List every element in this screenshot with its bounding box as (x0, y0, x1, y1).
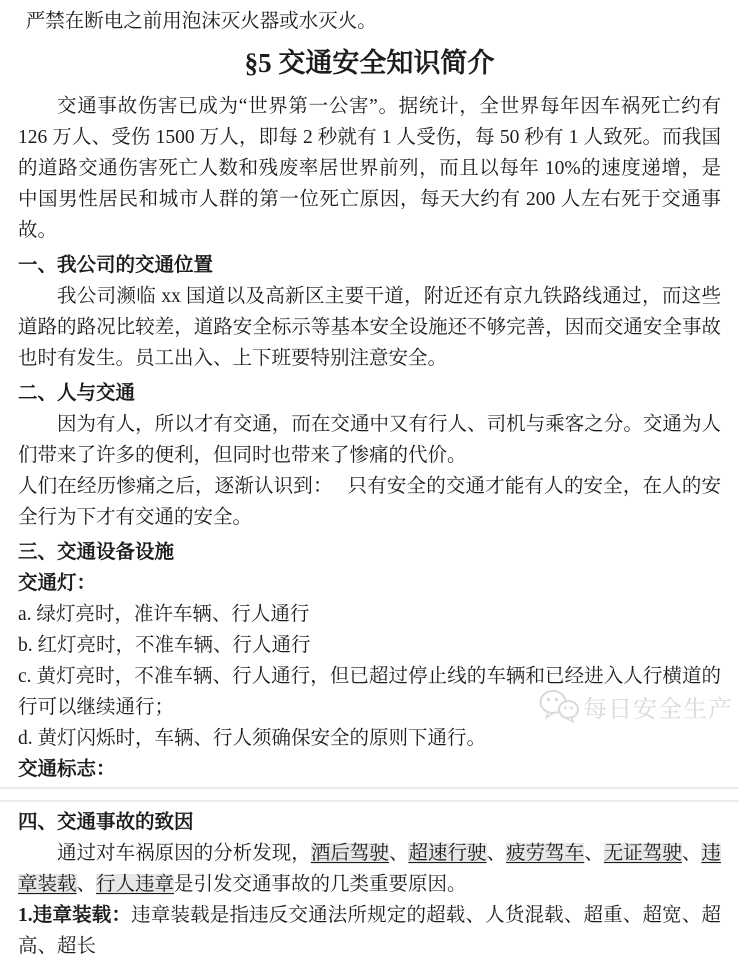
pre-section-line: 严禁在断电之前用泡沫灭火器或水灭火。 (25, 11, 377, 32)
causes-prefix: 通过对车祸原因的分析发现， (57, 843, 311, 864)
section4-heading: 四、交通事故的致因 (18, 812, 194, 833)
section2-heading: 二、人与交通 (18, 383, 136, 404)
traffic-light-item-a: a. 绿灯亮时，准许车辆、行人通行 (18, 604, 310, 625)
watermark (538, 688, 733, 724)
separator: 、 (584, 843, 604, 864)
wechat-icon (538, 688, 580, 724)
overload-text: 违章装载是指违反交通法所规定的超载、人货混载、超重、超宽、超高、超长 (18, 905, 721, 957)
separator: 、 (388, 843, 409, 864)
page-break-divider (0, 785, 739, 807)
section3-heading: 三、交通设备设施 (18, 542, 175, 563)
divider-line-bottom (0, 800, 739, 802)
traffic-signs-label: 交通标志： (18, 759, 116, 780)
separator: 、 (681, 843, 702, 864)
traffic-lights-label: 交通灯： (18, 573, 97, 594)
section2-paragraph-1: 因为有人，所以才有交通，而在交通中又有行人、司机与乘客之分。交通为人们带来了许多的便利，但同时也带来了惨痛的代价。 (18, 414, 721, 466)
cause-term-pedestrian-violation: 行人违章 (96, 874, 175, 895)
cause-term-drunk-driving: 酒后驾驶 (310, 843, 389, 864)
cause-term-speeding: 超速行驶 (408, 843, 487, 864)
traffic-light-item-c: c. 黄灯亮时，不准车辆、行人通行，但已超过停止线的车辆和已经进入人行横道的行可以继续通行； (18, 666, 721, 718)
overload-label: 1.违章装载： (18, 905, 132, 926)
cause-term-illegal-loading: 违章装载 (18, 843, 721, 895)
page-title: §5 交通安全知识简介 (244, 48, 495, 78)
overload-paragraph (18, 900, 721, 962)
section1-paragraph: 我公司濒临 xx 国道以及高新区主要干道，附近还有京九铁路线通过，而这些道路的路况比较差，道路安全标示等基本安全设施还不够完善，因而交通安全事故也时有发生。员工出入、上下班要特别注意安全。 (18, 286, 721, 369)
intro-paragraph: 交通事故伤害已成为“世界第一公害”。据统计，全世界每年因车祸死亡约有 126 万人、受伤 1500 万人，即每 2 秒就有 1 人受伤，每 50 秒有 1 人致死。而我国的道路交通伤害死亡人数和残废率居世界前列，而且以每年 10%的速度递增，是中国男性居民和城市人群的第一位死亡原因，每天大约有 200 人左右死于交通事故。 (18, 96, 721, 241)
section4-causes-paragraph (18, 838, 721, 900)
section2-paragraph-2: 人们在经历惨痛之后，逐渐认识到： 只有安全的交通才能有人的安全，在人的安全行为下才有交通的安全。 (18, 476, 721, 528)
separator: 、 (486, 843, 507, 864)
cause-term-fatigued-driving: 疲劳驾车 (506, 843, 585, 864)
cause-term-unlicensed-driving: 无证驾驶 (603, 843, 682, 864)
section1-heading: 一、我公司的交通位置 (18, 255, 214, 276)
divider-line-top (0, 787, 739, 789)
traffic-light-item-b: b. 红灯亮时，不准车辆、行人通行 (18, 635, 311, 656)
watermark-label: 每日安全生产 (583, 696, 733, 723)
causes-suffix: 是引发交通事故的几类重要原因。 (174, 874, 467, 895)
traffic-light-item-d: d. 黄灯闪烁时，车辆、行人须确保安全的原则下通行。 (18, 728, 487, 749)
separator: 、 (76, 874, 97, 895)
